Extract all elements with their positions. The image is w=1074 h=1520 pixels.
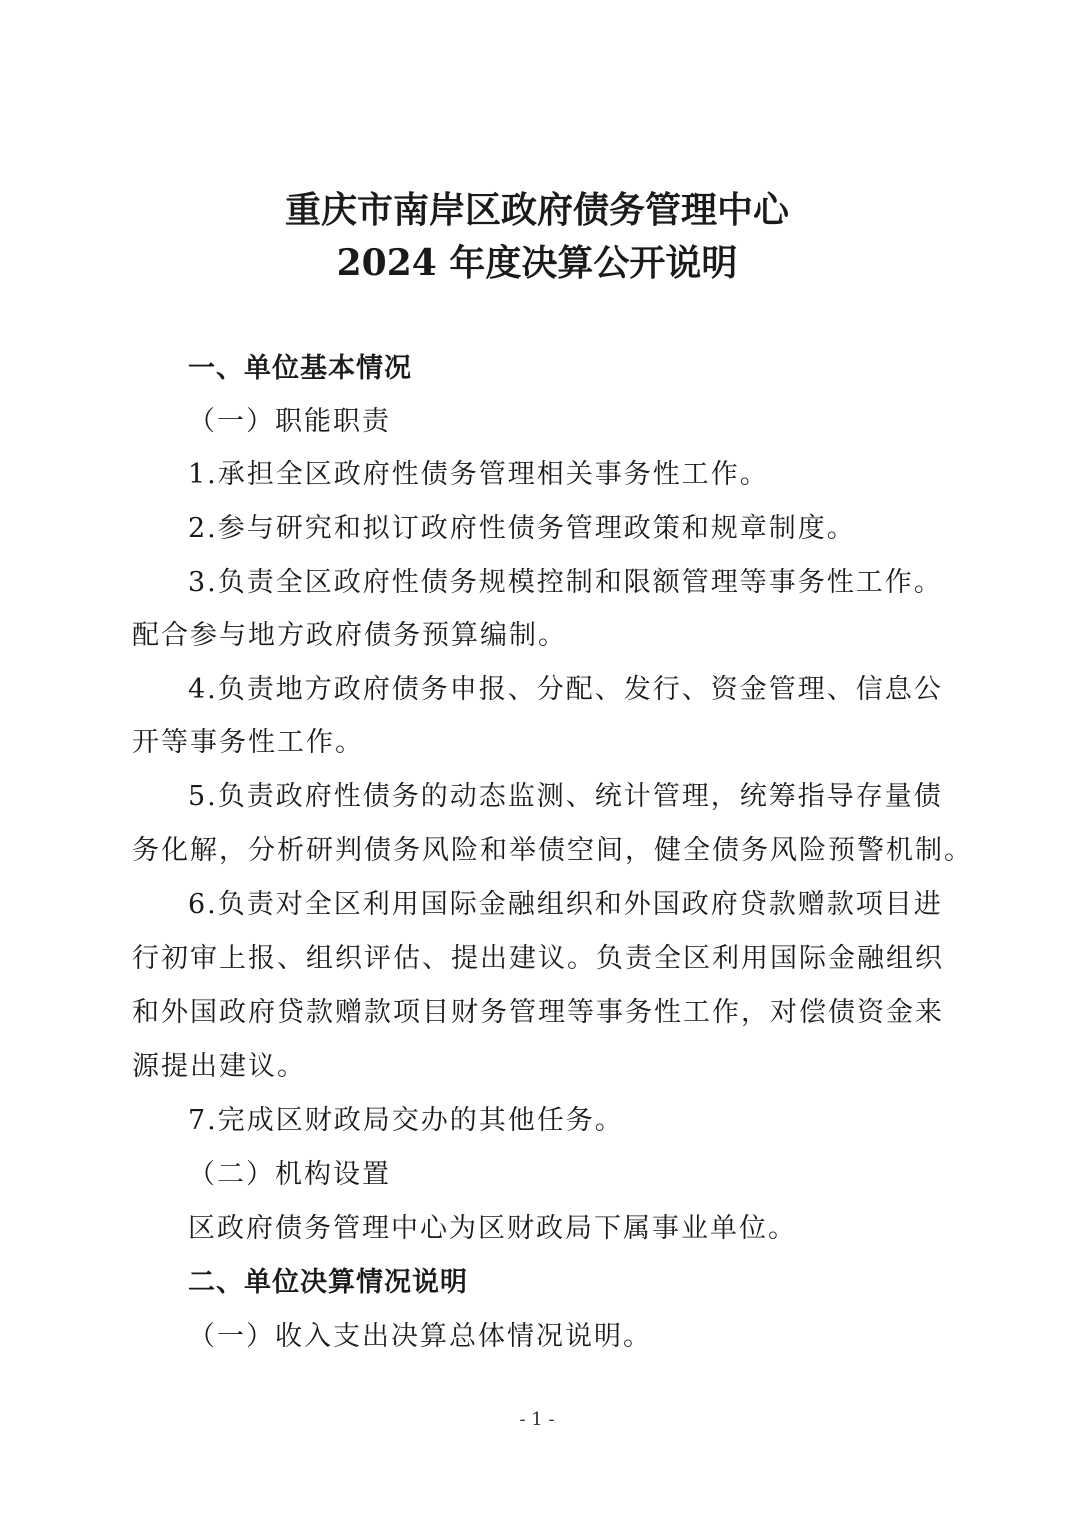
section1-heading: 一、单位基本情况 bbox=[188, 353, 412, 384]
duty-item-6-line4: 源提出建议。 bbox=[132, 1051, 306, 1082]
section1-sub2-text: 区政府债务管理中心为区财政局下属事业单位。 bbox=[188, 1213, 797, 1244]
duty-item-3-line2: 配合参与地方政府债务预算编制。 bbox=[132, 620, 567, 651]
section1-sub1-heading: （一）职能职责 bbox=[188, 406, 391, 437]
duty-item-2: 2.参与研究和拟订政府性债务管理政策和规章制度。 bbox=[188, 513, 856, 544]
duty-item-4-line1: 4.负责地方政府债务申报、分配、发行、资金管理、信息公 bbox=[188, 674, 943, 705]
section2-sub1-heading: （一）收入支出决算总体情况说明。 bbox=[188, 1321, 652, 1352]
duty-item-6-line3: 和外国政府贷款赠款项目财务管理等事务性工作，对偿债资金来 bbox=[132, 997, 944, 1028]
section2-heading: 二、单位决算情况说明 bbox=[188, 1267, 468, 1298]
duty-item-4-line2: 开等事务性工作。 bbox=[132, 727, 364, 758]
duty-item-5-line2: 务化解，分析研判债务风险和举债空间，健全债务风险预警机制。 bbox=[132, 835, 973, 866]
duty-item-3-line1: 3.负责全区政府性债务规模控制和限额管理等事务性工作。 bbox=[188, 567, 943, 598]
duty-item-7: 7.完成区财政局交办的其他任务。 bbox=[188, 1105, 624, 1136]
duty-item-6-line2: 行初审上报、组织评估、提出建议。负责全区利用国际金融组织 bbox=[132, 943, 944, 974]
section1-sub2-heading: （二）机构设置 bbox=[188, 1159, 391, 1190]
document-title-line2: 2024 年度决算公开说明 bbox=[336, 242, 738, 284]
duty-item-6-line1: 6.负责对全区利用国际金融组织和外国政府贷款赠款项目进 bbox=[188, 889, 943, 920]
document-title-line1: 重庆市南岸区政府债务管理中心 bbox=[284, 189, 789, 231]
page-number: - 1 - bbox=[519, 1409, 555, 1430]
duty-item-5-line1: 5.负责政府性债务的动态监测、统计管理，统筹指导存量债 bbox=[188, 781, 943, 812]
duty-item-1: 1.承担全区政府性债务管理相关事务性工作。 bbox=[188, 459, 769, 490]
